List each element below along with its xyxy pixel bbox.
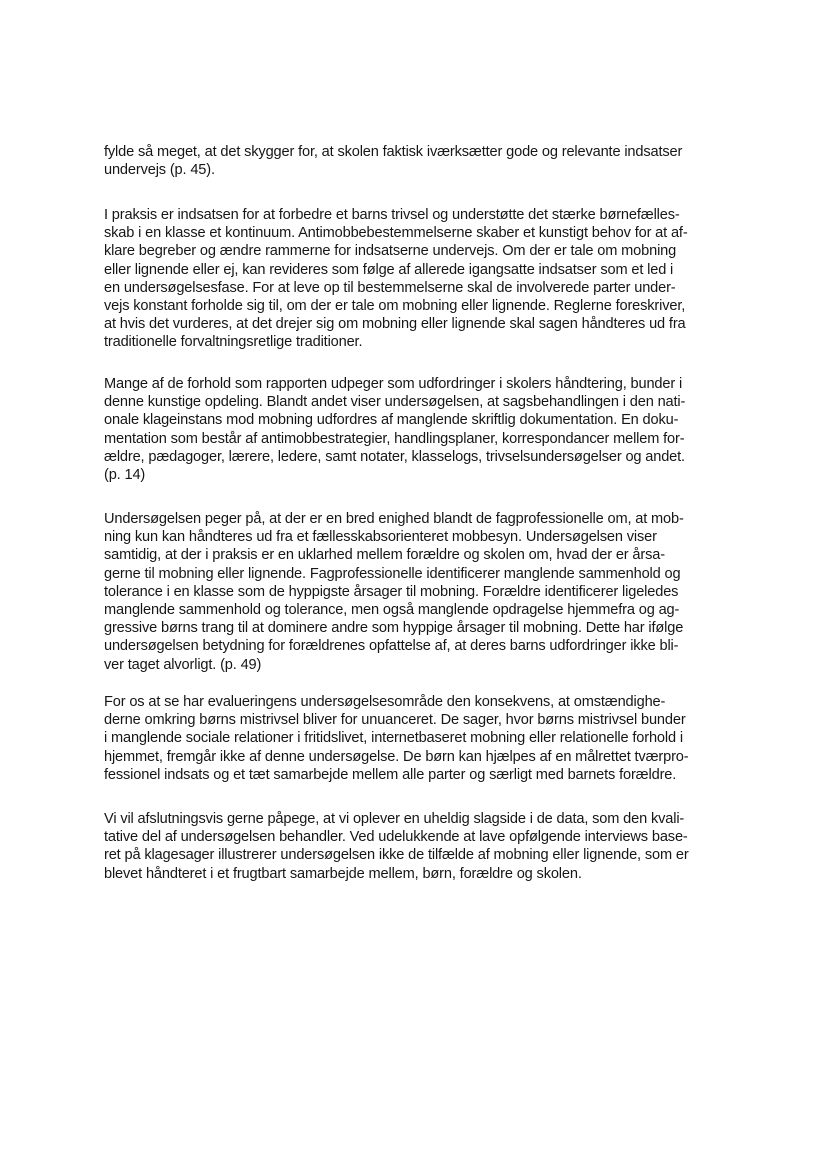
paragraph-opdeling [104,375,734,484]
text-line: mentation som består af antimobbestrategier, handlingsplaner, korrespondancer mellem for- [104,430,685,447]
text-line: undersøgelsen betydning for forældrenes opfattelse af, at deres barns udfordringer ikke bli- [104,638,679,655]
paragraph-undersoegelsen [104,510,734,674]
paragraph-continuation [104,143,734,179]
text-line: derne omkring børns mistrivsel bliver for unuanceret. De sager, hvor børns mistrivsel bunder [104,712,686,729]
text-line: ret på klagesager illustrerer undersøgelsen ikke de tilfælde af mobning eller lignende, som er [104,847,689,864]
text-line: skab i en klasse et kontinuum. Antimobbebestemmelserne skaber et kunstigt behov for at af- [104,225,688,242]
text-line: (p. 14) [104,467,146,484]
text-line: ver taget alvorligt. (p. 49) [104,656,262,673]
text-line: fessionel indsats og et tæt samarbejde mellem alle parter og særligt med barnets forældre. [104,766,677,783]
text-line: Undersøgelsen peger på, at der er en bred enighed blandt de fagprofessionelle om, at mob- [104,511,684,527]
text-line: fylde så meget, at det skygger for, at skolen faktisk iværksætter gode og relevante indsatser [104,144,683,160]
text-line: tolerance i en klasse som de hyppigste årsager til mobning. Forældre identificerer ligeledes [104,583,679,600]
paragraph-praksis [104,206,734,352]
text-line: ældre, pædagoger, lærere, ledere, samt notater, klasselogs, trivselsundersøgelser og andet. [104,448,685,465]
paragraph-afslutning [104,810,734,883]
text-line: en undersøgelsesfase. For at leve op til bestemmelserne skal de involverede parter under- [104,279,676,296]
text-line: samtidig, at der i praksis er en uklarhed mellem forældre og skolen om, hvad der er årsa- [104,547,665,564]
text-line: ning kun kan håndteres ud fra et fællesskabsorienteret mobbesyn. Undersøgelsen viser [104,529,657,546]
text-line: i manglende sociale relationer i fritidslivet, internetbaseret mobning eller relationelle forhold i [104,730,683,747]
paragraph-evaluering [104,693,734,784]
text-line: blevet håndteret i et frugtbart samarbejde mellem, børn, forældre og skolen. [104,865,582,882]
text-line: hjemmet, fremgår ikke af denne undersøgelse. De børn kan hjælpes af en målrettet tværpro- [104,748,689,765]
text-line: tative del af undersøgelsen behandler. Ved udelukkende at lave opfølgende interviews base- [104,829,688,846]
text-line: denne kunstige opdeling. Blandt andet viser undersøgelsen, at sagsbehandlingen i den nati- [104,394,686,411]
text-line: vejs konstant forholde sig til, om der er tale om mobning eller lignende. Reglerne foreskriver, [104,298,686,315]
text-line: klare begreber og ændre rammerne for indsatserne undervejs. Om der er tale om mobning [104,243,677,260]
text-line: manglende sammenhold og tolerance, men også manglende opdragelse hjemmefra og ag- [104,602,680,619]
text-line: For os at se har evalueringens undersøgelsesområde den konsekvens, at omstændighe- [104,694,666,710]
text-line: I praksis er indsatsen for at forbedre et barns trivsel og understøtte det stærke børnefælles- [104,207,680,223]
text-line: onale klageinstans mod mobning udfordres af manglende skriftlig dokumentation. En doku- [104,412,679,429]
text-line: eller lignende eller ej, kan revideres som følge af allerede igangsatte indsatser som et led i [104,261,674,278]
text-line: Mange af de forhold som rapporten udpeger som udfordringer i skolers håndtering, bunder i [104,376,683,392]
text-line: undervejs (p. 45). [104,162,215,179]
text-line: gressive børns trang til at dominere andre som hyppige årsager til mobning. Dette har ifølge [104,620,684,637]
text-line: at hvis det vurderes, at det drejer sig om mobning eller lignende skal sagen håndteres ud fra [104,316,686,333]
text-line: traditionelle forvaltningsretlige traditioner. [104,334,363,351]
text-line: Vi vil afslutningsvis gerne påpege, at vi oplever en uheldig slagside i de data, som den kvali- [104,811,685,827]
text-line: gerne til mobning eller lignende. Fagprofessionelle identificerer manglende sammenhold og [104,565,681,582]
